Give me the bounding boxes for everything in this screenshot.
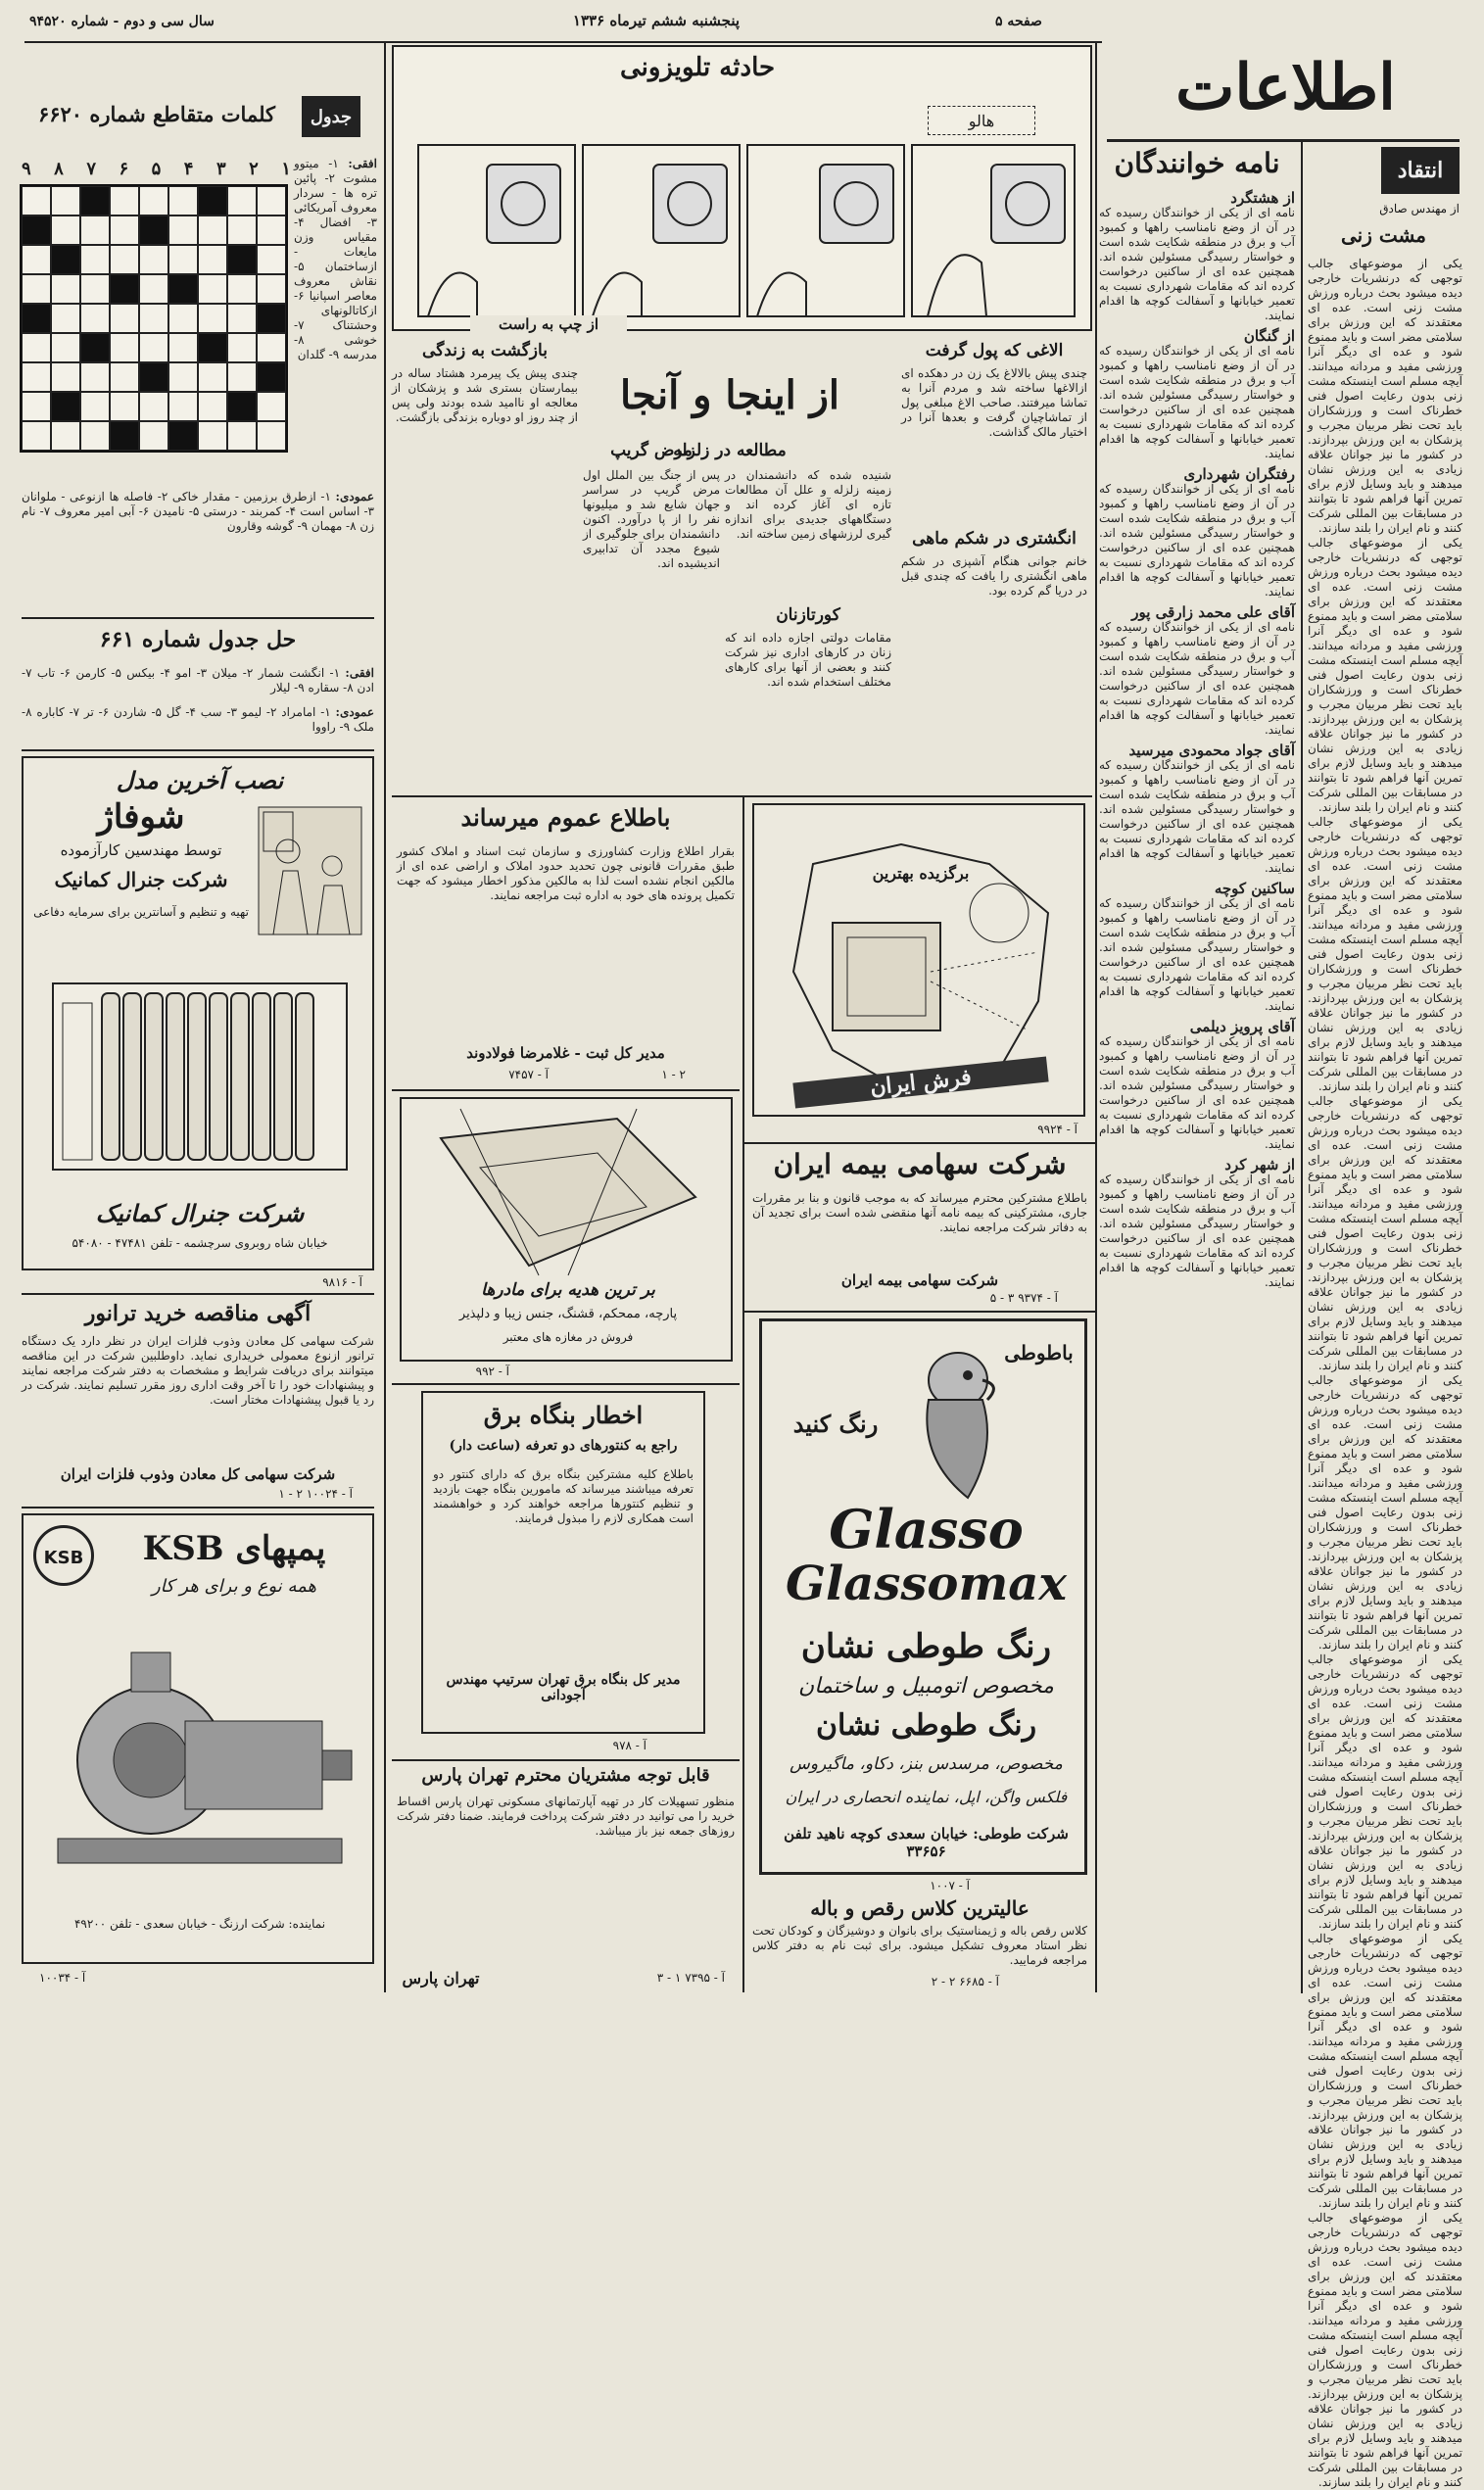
tender-text: شرکت سهامی کل معادن وذوب فلزات ایران در نظر دارد یک دستگاه ترانور ازنوع معمولی خریداری نماید. داوطلبین شرکت در این مناقصه میتوانند برای دریافت شرایط و مشخصات به دفتر شرکت مراجعه نمایند و پیشنهادات خود را تا آخر وقت اداری روز مقرر تسلیم نمایند. شرکت در رد یا قبول پیشنهادات مختار است.: [22, 1334, 375, 1407]
crossword-cell: [227, 333, 257, 362]
readers-text: نامه ای از یکی از خوانندگان رسیده که در آن از وضع نامناسب راهها و کمبود آب و برق در منطقه شکایت شده است و خواستار رسیدگی مسئولین شده اند. همچنین عده ای از ساکنین درخواست کرده اند که مقامات شهرداری نسبت به تعمیر خیابانها و آسفالت کوچه ها اقدام نمایند.: [1099, 482, 1295, 599]
readers-text: نامه ای از یکی از خوانندگان رسیده که در آن از وضع نامناسب راهها و کمبود آب و برق در منطقه شکایت شده است و خواستار رسیدگی مسئولین شده اند. همچنین عده ای از ساکنین درخواست کرده اند که مقامات شهرداری نسبت به تعمیر خیابانها و آسفالت کوچه ها اقدام نمایند.: [1099, 758, 1295, 875]
crossword-grid: [20, 184, 288, 453]
misc-section: [392, 333, 1092, 793]
divider: [392, 1383, 740, 1385]
ksb-footer: نماینده: شرکت ارزنگ - خیابان سعدی - تلفن ۴۹۲۰۰: [73, 1917, 326, 1931]
num: ۴: [183, 159, 194, 179]
ballet-title: عالیترین کلاس رقص و باله: [810, 1896, 1029, 1920]
glasso-fa1: رنگ طوطی نشان: [800, 1627, 1052, 1666]
header-issue: سال سی و دوم - شماره ۹۴۵۲۰: [29, 14, 215, 29]
glasso-fa3: رنگ طوطی نشان: [815, 1708, 1037, 1743]
shofaj-brand: شوفاژ: [97, 797, 185, 837]
readers-column: [1099, 191, 1295, 1993]
s1-title: الاغی که پول گرفت: [925, 341, 1064, 360]
solution-across: [22, 666, 374, 695]
carpet-label: فرش ایران: [792, 1056, 1048, 1108]
crossword-cell: [51, 362, 80, 392]
crossword-cell: [168, 274, 198, 304]
crossword-cell: [198, 304, 227, 333]
crossword-cell: [80, 186, 110, 215]
s4-text: پس از جنگ بین الملل اول مرض گریپ در سراسر جهان شایع شد و میلیونها نفر را از پا درآورد. اکنون دانشمندان برای جلوگیری از شیوع مجدد آن تدابیری اندیشیده اند.: [583, 468, 720, 570]
readers-t1: از هشتگرد: [1230, 189, 1295, 207]
crossword-cell: [198, 245, 227, 274]
shofaj-footer: شرکت جنرال کمانیک: [95, 1199, 305, 1227]
s2-text: شنیده شده که دانشمندان در زمینه زلزله و علل آن مطالعات تازه ای آغاز کرده اند و دستگاههای جدیدی برای اندازه گیری لرزشهای زمین ساخته اند.: [725, 468, 891, 541]
crossword-cell: [110, 362, 139, 392]
tehranpars-title: قابل توجه مشتریان محترم تهران پارس: [421, 1765, 710, 1786]
crossword-cell: [168, 392, 198, 421]
s6-title: کورتازنان: [776, 605, 840, 625]
column-text: یکی از موضوعهای جالب توجهی که درنشریات خارجی دیده میشود بحث درباره ورزش مشت زنی است. عده ای معتقدند که این ورزش برای سلامتی مضر است و باید ممنوع شود و عده ای دیگر آنرا ورزشی مفید و مردانه میدانند. آیچه مسلم است اینستکه مشت زنی بدون رعایت اصول فنی خطرناک است و ورزشکاران باید تحت نظر مربیان مجرب و پزشکان به این ورزش بپردازند. در کشور ما نیز جوانان علاقه زیادی به این ورزش نشان میدهند و باید وسایل لازم برای تمرین آنها فراهم شود تا بتوانند در مسابقات بین المللی شرکت کنند و نام ایران را بلند سازند.: [1308, 536, 1462, 814]
col-sep: [1301, 142, 1303, 1993]
shofaj-line3: تهیه و تنظیم و آسانترین برای سرمایه دفاعی: [33, 905, 249, 919]
ksb-ad: [22, 1513, 374, 1964]
crossword-cell: [168, 333, 198, 362]
header-page: صفحه ۵: [995, 14, 1042, 29]
crossword-cell: [110, 215, 139, 245]
readers-text: نامه ای از یکی از خوانندگان رسیده که در آن از وضع نامناسب راهها و کمبود آب و برق در منطقه شکایت شده است و خواستار رسیدگی مسئولین شده اند. همچنین عده ای از ساکنین درخواست کرده اند که مقامات شهرداری نسبت به تعمیر خیابانها و آسفالت کوچه ها اقدام نمایند.: [1099, 1034, 1295, 1151]
column-text: یکی از موضوعهای جالب توجهی که درنشریات خارجی دیده میشود بحث درباره ورزش مشت زنی است. عده ای معتقدند که این ورزش برای سلامتی مضر است و باید ممنوع شود و عده ای دیگر آنرا ورزشی مفید و مردانه میدانند. آیچه مسلم است اینستکه مشت زنی بدون رعایت اصول فنی خطرناک است و ورزشکاران باید تحت نظر مربیان مجرب و پزشکان به این ورزش بپردازند. در کشور ما نیز جوانان علاقه زیادی به این ورزش نشان میدهند و باید وسایل لازم برای تمرین آنها فراهم شود تا بتوانند در مسابقات بین المللی شرکت کنند و نام ایران را بلند سازند.: [1308, 2211, 1462, 2489]
num: ۵: [151, 159, 162, 179]
crossword-cell: [80, 333, 110, 362]
electric-footer: مدیر کل بنگاه برق تهران سرتیپ مهندس آجودانی: [446, 1672, 681, 1703]
readers-text: نامه ای از یکی از خوانندگان رسیده که در آن از وضع نامناسب راهها و کمبود آب و برق در منطقه شکایت شده است و خواستار رسیدگی مسئولین شده اند. همچنین عده ای از ساکنین درخواست کرده اند که مقامات شهرداری نسبت به تعمیر خیابانها و آسفالت کوچه ها اقدام نمایند.: [1099, 344, 1295, 460]
crossword-down-text: [22, 490, 374, 607]
crossword-cell: [198, 362, 227, 392]
notice-code1: آ - ۷۴۵۷: [508, 1068, 549, 1081]
masthead-rule: [1107, 139, 1460, 142]
s4-title: مرض گریپ: [610, 441, 693, 460]
s2-title: مطالعه در زلزله: [673, 441, 787, 460]
notice-title: باطلاع عموم میرساند: [460, 803, 671, 832]
cartoon-title: حادثه تلویزونی: [619, 53, 776, 82]
electric-text: باطلاع کلیه مشترکین بنگاه برق که دارای کنتور دو تعرفه میباشند میرساند که مامورین بنگاه جهت بازدید و تنظیم کنتورها مراجعه خواهند کرد و خواهشمند است همکاری لازم را مبذول فرمایند.: [433, 1467, 694, 1525]
electric-title: اخطار بنگاه برق: [483, 1401, 644, 1429]
crossword-cell: [80, 421, 110, 451]
column-body: [1308, 257, 1462, 2489]
num: ۸: [54, 159, 64, 179]
crossword-cell: [227, 421, 257, 451]
crossword-cell: [168, 421, 198, 451]
family-illustration-icon: [254, 797, 366, 944]
tehranpars-footer: تهران پارس: [402, 1969, 480, 1987]
glasso-ad: [759, 1318, 1087, 1875]
glasso-brand2: Glassomax: [786, 1556, 1067, 1611]
glasso-fa5: فلکس واگن، اپل، نماینده انحصاری در ایران: [785, 1788, 1068, 1806]
crossword-cell: [139, 274, 168, 304]
crossword-cell: [110, 186, 139, 215]
crossword-cell: [110, 304, 139, 333]
tender-code: آ - ۱۰۰۲۴ ۲ - ۱: [278, 1487, 353, 1501]
crossword-cell: [110, 392, 139, 421]
shofaj-address: خیابان شاه روبروی سرچشمه - تلفن ۴۷۴۸۱ - ۵۴۰۸۰: [72, 1236, 328, 1250]
crossword-cell: [198, 392, 227, 421]
crossword-cell: [198, 274, 227, 304]
num: ۳: [215, 159, 226, 179]
tender-title: آگهی مناقصه خرید ترانور: [84, 1301, 311, 1326]
divider: [744, 1311, 1095, 1313]
crossword-cell: [168, 304, 198, 333]
crossword-cell: [22, 392, 51, 421]
readers-text: نامه ای از یکی از خوانندگان رسیده که در آن از وضع نامناسب راهها و کمبود آب و برق در منطقه شکایت شده است و خواستار رسیدگی مسئولین شده اند. همچنین عده ای از ساکنین درخواست کرده اند که مقامات شهرداری نسبت به تعمیر خیابانها و آسفالت کوچه ها اقدام نمایند.: [1099, 206, 1295, 322]
readers-t7: آقای پرویز دیلمی: [1189, 1018, 1295, 1035]
column-text: یکی از موضوعهای جالب توجهی که درنشریات خارجی دیده میشود بحث درباره ورزش مشت زنی است. عده ای معتقدند که این ورزش برای سلامتی مضر است و باید ممنوع شود و عده ای دیگر آنرا ورزشی مفید و مردانه میدانند. آیچه مسلم است اینستکه مشت زنی بدون رعایت اصول فنی خطرناک است و ورزشکاران باید تحت نظر مربیان مجرب و پزشکان به این ورزش بپردازند. در کشور ما نیز جوانان علاقه زیادی به این ورزش نشان میدهند و باید وسایل لازم برای تمرین آنها فراهم شود تا بتوانند در مسابقات بین المللی شرکت کنند و نام ایران را بلند سازند.: [1308, 1932, 1462, 2210]
crossword-cell: [227, 215, 257, 245]
header-date: پنجشنبه ششم تیرماه ۱۳۳۶: [572, 12, 741, 29]
num: ۱: [281, 159, 291, 179]
crossword-cell: [139, 245, 168, 274]
divider: [22, 749, 374, 751]
crossword-cell: [139, 215, 168, 245]
notice-code2: ۲ - ۱: [661, 1068, 686, 1081]
divider: [392, 1759, 740, 1761]
crossword-cell: [110, 333, 139, 362]
ballet-code: آ - ۶۶۸۵ ۲ - ۲: [931, 1975, 999, 1988]
crossword-cell: [51, 392, 80, 421]
ksb-code: آ - ۱۰۰۳۴: [39, 1971, 86, 1985]
s1-text: چندی پیش بالالاغ یک زن در دهکده ای ازالاغها ساخته شد و مردم آنرا به تماشا میرفتند. صاحب الاغ مبلغی پول از تماشاچیان گرفت و بعدها آنرا در اختیار مالک گذاشت.: [901, 366, 1087, 439]
readers-t5: آقای جواد محمودی میرسید: [1128, 742, 1295, 759]
shofaj-ad: [22, 756, 374, 1270]
tv-cartoon: [392, 45, 1092, 331]
crossword-cell: [80, 362, 110, 392]
readers-t2: از گنگان: [1243, 327, 1295, 345]
crossword-cell: [257, 274, 286, 304]
glasso-brand1: Glasso: [829, 1498, 1024, 1560]
shofaj-line1: توسط مهندسین کارآزموده: [60, 841, 222, 859]
header-rule: [24, 41, 1102, 43]
column-logo: انتقاد: [1381, 147, 1460, 194]
crossword-cell: [257, 245, 286, 274]
divider: [22, 1293, 374, 1295]
crossword-cell: [257, 362, 286, 392]
crossword-cell: [257, 215, 286, 245]
crossword-cell: [227, 392, 257, 421]
sol-across: ۱- انگشت شمار ۲- میلان ۳- امو ۴- بیکس ۵- کارمن ۶- تاب ۷- ادن ۸- سقاره ۹- لیلار: [22, 666, 374, 694]
crossword-cell: [110, 421, 139, 451]
readers-t3: رفتگران شهرداری: [1183, 465, 1295, 483]
notice-signature: مدیر کل ثبت - غلامرضا فولادوند: [466, 1044, 665, 1062]
shofaj-top: نصب آخرین مدل: [116, 766, 284, 794]
crossword-cell: [22, 304, 51, 333]
electric-code: آ - ۹۷۸: [612, 1739, 646, 1752]
shofaj-line2: شرکت جنرال کمانیک: [54, 868, 228, 891]
crossword-cell: [22, 274, 51, 304]
fabric-footer: فروش در مغازه های معتبر: [503, 1330, 634, 1344]
col-sep: [384, 43, 386, 1992]
crossword-cell: [110, 274, 139, 304]
crossword-cell: [227, 274, 257, 304]
column-title: مشت زنی: [1340, 223, 1427, 247]
radiator-icon: [43, 964, 357, 1189]
down-clues: ۱- ازطرق برزمین - مقدار خاکی ۲- فاصله ها ازنوعی - ملوانان ۳- اساس است ۴- کمربند - درستی ۵- نامیدن ۶- آبی امیر معروف ۷- نام زن ۸- مهمان ۹- گوشه وقارون: [22, 490, 374, 533]
crossword-cell: [51, 215, 80, 245]
shofaj-code: آ - ۹۸۱۶: [322, 1275, 362, 1289]
electric-sub: راجع به کنتورهای دو تعرفه (ساعت دار): [449, 1438, 678, 1454]
across-label: افقی:: [348, 157, 377, 170]
crossword-cell: [139, 421, 168, 451]
carpet-brand: برگزیده بهترین: [872, 864, 970, 883]
crossword-cell: [257, 304, 286, 333]
s3-text: چندی پیش یک پیرمرد هشتاد ساله در بیمارستان بستری شد و پزشکان از معالجه او ناامید شده بودند ولی پس از چند روز او دوباره بزندگی بازگشت.: [392, 366, 578, 424]
crossword-cell: [110, 245, 139, 274]
crossword-cell: [257, 421, 286, 451]
ksb-sub: همه نوع و برای هر کار: [151, 1576, 317, 1597]
crossword-title: کلمات متقاطع شماره ۶۶۲۰: [37, 102, 276, 126]
readers-text: نامه ای از یکی از خوانندگان رسیده که در آن از وضع نامناسب راهها و کمبود آب و برق در منطقه شکایت شده است و خواستار رسیدگی مسئولین شده اند. همچنین عده ای از ساکنین درخواست کرده اند که مقامات شهرداری نسبت به تعمیر خیابانها و آسفالت کوچه ها اقدام نمایند.: [1099, 1173, 1295, 1289]
column-text: یکی از موضوعهای جالب توجهی که درنشریات خارجی دیده میشود بحث درباره ورزش مشت زنی است. عده ای معتقدند که این ورزش برای سلامتی مضر است و باید ممنوع شود و عده ای دیگر آنرا ورزشی مفید و مردانه میدانند. آیچه مسلم است اینستکه مشت زنی بدون رعایت اصول فنی خطرناک است و ورزشکاران باید تحت نظر مربیان مجرب و پزشکان به این ورزش بپردازند. در کشور ما نیز جوانان علاقه زیادی به این ورزش نشان میدهند و باید وسایل لازم برای تمرین آنها فراهم شود تا بتوانند در مسابقات بین المللی شرکت کنند و نام ایران را بلند سازند.: [1308, 1094, 1462, 1372]
glasso-footer: شرکت طوطی: خیابان سعدی کوچه ناهید تلفن ۳۳۶۵۶: [784, 1825, 1069, 1860]
s5-text: خانم جوانی هنگام آشپزی در شکم ماهی انگشتری را یافت که چندی قبل در دریا گم کرده بود.: [901, 554, 1087, 598]
crossword-cell: [168, 362, 198, 392]
crossword-cell: [51, 186, 80, 215]
crossword-cell: [22, 421, 51, 451]
crossword-cell: [198, 333, 227, 362]
crossword-cell: [80, 245, 110, 274]
num: ۲: [249, 159, 259, 179]
crossword-cell: [227, 186, 257, 215]
ksb-title: پمپهای KSB: [142, 1529, 326, 1568]
crossword-cell: [227, 245, 257, 274]
parrot-icon: [889, 1341, 1027, 1508]
col-sep: [742, 797, 744, 1992]
insurance-title: شرکت سهامی بیمه ایران: [773, 1148, 1067, 1180]
fabric-ad: [400, 1097, 733, 1362]
readers-t4: آقای علی محمد زارقی پور: [1131, 603, 1295, 621]
solution-down: [22, 705, 374, 735]
glasso-bird: باطوطی: [1004, 1341, 1074, 1365]
crossword-cell: [198, 215, 227, 245]
fabric-caption: بر ترین هدیه برای مادرها: [481, 1280, 655, 1300]
solution-title: حل جدول شماره ۶۶۱: [99, 627, 297, 652]
divider: [22, 1507, 374, 1508]
crossword-cell: [139, 392, 168, 421]
sol-down-label: عمودی:: [335, 705, 374, 719]
crossword-cell: [22, 215, 51, 245]
glasso-code: آ - ۱۰۰۷: [930, 1879, 970, 1892]
carpet-code: آ - ۹۹۲۴: [1037, 1123, 1077, 1136]
num: ۹: [22, 159, 31, 179]
crossword-cell: [168, 245, 198, 274]
masthead: اطلاعات: [1175, 51, 1396, 124]
tender-footer: شرکت سهامی کل معادن وذوب فلزات ایران: [60, 1465, 336, 1483]
column-text: یکی از موضوعهای جالب توجهی که درنشریات خارجی دیده میشود بحث درباره ورزش مشت زنی است. عده ای معتقدند که این ورزش برای سلامتی مضر است و باید ممنوع شود و عده ای دیگر آنرا ورزشی مفید و مردانه میدانند. آیچه مسلم است اینستکه مشت زنی بدون رعایت اصول فنی خطرناک است و ورزشکاران باید تحت نظر مربیان مجرب و پزشکان به این ورزش بپردازند. در کشور ما نیز جوانان علاقه زیادی به این ورزش نشان میدهند و باید وسایل لازم برای تمرین آنها فراهم شود تا بتوانند در مسابقات بین المللی شرکت کنند و نام ایران را بلند سازند.: [1308, 1652, 1462, 1931]
divider: [22, 617, 374, 619]
readers-t6: ساکنین کوچه: [1214, 880, 1295, 897]
fabric-code: آ - ۹۹۲: [475, 1365, 509, 1378]
column-text: یکی از موضوعهای جالب توجهی که درنشریات خارجی دیده میشود بحث درباره ورزش مشت زنی است. عده ای معتقدند که این ورزش برای سلامتی مضر است و باید ممنوع شود و عده ای دیگر آنرا ورزشی مفید و مردانه میدانند. آیچه مسلم است اینستکه مشت زنی بدون رعایت اصول فنی خطرناک است و ورزشکاران باید تحت نظر مربیان مجرب و پزشکان به این ورزش بپردازند. در کشور ما نیز جوانان علاقه زیادی به این ورزش نشان میدهند و باید وسایل لازم برای تمرین آنها فراهم شود تا بتوانند در مسابقات بین المللی شرکت کنند و نام ایران را بلند سازند.: [1308, 1373, 1462, 1652]
cartoon-caption: از چپ به راست: [470, 315, 627, 333]
crossword-cell: [139, 186, 168, 215]
glasso-fa2: مخصوص اتومبیل و ساختمان: [798, 1674, 1054, 1699]
notice-text: بقرار اطلاع وزارت کشاورزی و سازمان ثبت اسناد و املاک کشور طبق مقررات قانونی چون تحدید حدود املاک و اراضی عده ای از مالکین انجام نشده است لذا به مالکین مذکور اخطار میشود که جهت تکمیل پرونده های خود به اداره ثبت مراجعه نمایند.: [397, 844, 735, 902]
crossword-cell: [51, 421, 80, 451]
divider: [744, 1142, 1095, 1144]
fabric-line: پارچه، ممحکم، قشنگ، جنس زیبا و دلپذیر: [458, 1307, 678, 1321]
crossword-cell: [168, 186, 198, 215]
crossword-cell: [22, 186, 51, 215]
readers-t8: از شهر کرد: [1224, 1156, 1295, 1173]
crossword-cell: [139, 362, 168, 392]
crossword-logo: جدول: [302, 96, 360, 137]
across-clues: ۱- میتوو مشوت ۲- پائین تره ها - سردار معروف آمریکائی ۳- افضال ۴- مقیاس وزن مایعات - ازساختمان ۵- نقاش معروف معاصر اسپانیا ۶- ازکاتالونهای وحشتناک ۷- خوشی ۸- مدرسه ۹- گلدان: [294, 157, 377, 361]
s5-title: انگشتری در شکم ماهی: [912, 529, 1077, 549]
crossword-cell: [257, 392, 286, 421]
crossword-cell: [51, 245, 80, 274]
cartoon-panels-icon: [418, 145, 1075, 316]
insurance-text: باطلاع مشترکین محترم میرساند که به موجب قانون و بنا بر مقررات جاری، مشترکینی که بیمه نامه آنها منقضی شده است برای تجدید آن به دفاتر شرکت مراجعه نمایند.: [752, 1191, 1087, 1234]
divider: [392, 1089, 740, 1091]
crossword-cell: [227, 304, 257, 333]
crossword-across-text: [294, 157, 377, 451]
crossword-cell: [51, 333, 80, 362]
s3-title: بازگشت به زندگی: [422, 341, 548, 360]
crossword-cell: [168, 215, 198, 245]
readers-title: نامه خوانندگان: [1114, 147, 1280, 179]
column-text: یکی از موضوعهای جالب توجهی که درنشریات خارجی دیده میشود بحث درباره ورزش مشت زنی است. عده ای معتقدند که این ورزش برای سلامتی مضر است و باید ممنوع شود و عده ای دیگر آنرا ورزشی مفید و مردانه میدانند. آیچه مسلم است اینستکه مشت زنی بدون رعایت اصول فنی خطرناک است و ورزشکاران باید تحت نظر مربیان مجرب و پزشکان به این ورزش بپردازند. در کشور ما نیز جوانان علاقه زیادی به این ورزش نشان میدهند و باید وسایل لازم برای تمرین آنها فراهم شود تا بتوانند در مسابقات بین المللی شرکت کنند و نام ایران را بلند سازند.: [1308, 257, 1462, 535]
crossword-cell: [257, 333, 286, 362]
fabric-illustration-icon: [421, 1109, 715, 1275]
crossword-cell: [22, 245, 51, 274]
readers-text: نامه ای از یکی از خوانندگان رسیده که در آن از وضع نامناسب راهها و کمبود آب و برق در منطقه شکایت شده است و خواستار رسیدگی مسئولین شده اند. همچنین عده ای از ساکنین درخواست کرده اند که مقامات شهرداری نسبت به تعمیر خیابانها و آسفالت کوچه ها اقدام نمایند.: [1099, 896, 1295, 1013]
column-author: از مهندس صادق: [1379, 202, 1460, 215]
crossword-cell: [22, 333, 51, 362]
ksb-logo: KSB: [33, 1525, 94, 1586]
carpet-ad: [752, 803, 1085, 1117]
crossword-cell: [198, 421, 227, 451]
glasso-fa4: مخصوص، مرسدس بنز، دکاو، ماگیروس: [790, 1754, 1063, 1774]
insurance-footer: شرکت سهامی بیمه ایران: [840, 1271, 999, 1289]
crossword-cell: [198, 186, 227, 215]
crossword-cell: [227, 362, 257, 392]
s6-text: مقامات دولتی اجازه داده اند که زنان در کارهای اداری نیز شرکت کنند و بعضی از آنها برای کارهای مختلف استخدام شده اند.: [725, 631, 891, 689]
crossword-cell: [257, 186, 286, 215]
crossword-cell: [51, 274, 80, 304]
crossword-cell: [22, 362, 51, 392]
num: ۶: [119, 159, 129, 179]
crossword-cell: [51, 304, 80, 333]
electric-box: [421, 1391, 705, 1734]
tehranpars-code: آ - ۷۳۹۵ ۱ - ۳: [656, 1971, 725, 1985]
crossword-cell: [139, 304, 168, 333]
readers-text: نامه ای از یکی از خوانندگان رسیده که در آن از وضع نامناسب راهها و کمبود آب و برق در منطقه شکایت شده است و خواستار رسیدگی مسئولین شده اند. همچنین عده ای از ساکنین درخواست کرده اند که مقامات شهرداری نسبت به تعمیر خیابانها و آسفالت کوچه ها اقدام نمایند.: [1099, 620, 1295, 737]
cartoon-sign: هالو: [928, 106, 1035, 135]
sol-down: ۱- امامراد ۲- لیمو ۳- سب ۴- گل ۵- شاردن ۶- تر ۷- کاباره ۸- ملک ۹- راووا: [22, 705, 374, 734]
tehranpars-text: منظور تسهیلات کار در تهیه آپارتمانهای مسکونی تهران پارس اقساط خرید را می توانید در دفتر شرکت پرداخت فرمایند. ضمنا دفتر شرکت روزهای جمعه نیز باز میباشد.: [397, 1795, 735, 1838]
crossword-numbers-top: [22, 159, 291, 179]
crossword-cell: [139, 333, 168, 362]
crossword-cell: [80, 215, 110, 245]
insurance-code: آ - ۹۳۷۴ ۳ - ۵: [989, 1291, 1058, 1305]
crossword-cell: [80, 274, 110, 304]
misc-title: از اینجا و آنجا: [619, 372, 840, 418]
glasso-line1: رنگ کنید: [792, 1410, 879, 1438]
ballet-text: کلاس رقص باله و ژیمناستیک برای بانوان و دوشیزگان و کودکان تحت نظر استاد معروف تشکیل میشود. برای ثبت نام به دفتر کلاس مراجعه فرمایید.: [752, 1924, 1087, 1967]
crossword-cell: [80, 304, 110, 333]
crossword-cell: [80, 392, 110, 421]
pump-icon: [38, 1613, 361, 1897]
num: ۷: [86, 159, 96, 179]
col-sep: [1095, 43, 1097, 1992]
column-text: یکی از موضوعهای جالب توجهی که درنشریات خارجی دیده میشود بحث درباره ورزش مشت زنی است. عده ای معتقدند که این ورزش برای سلامتی مضر است و باید ممنوع شود و عده ای دیگر آنرا ورزشی مفید و مردانه میدانند. آیچه مسلم است اینستکه مشت زنی بدون رعایت اصول فنی خطرناک است و ورزشکاران باید تحت نظر مربیان مجرب و پزشکان به این ورزش بپردازند. در کشور ما نیز جوانان علاقه زیادی به این ورزش نشان میدهند و باید وسایل لازم برای تمرین آنها فراهم شود تا بتوانند در مسابقات بین المللی شرکت کنند و نام ایران را بلند سازند.: [1308, 815, 1462, 1093]
sol-across-label: افقی:: [345, 666, 374, 680]
down-label: عمودی:: [335, 490, 374, 503]
